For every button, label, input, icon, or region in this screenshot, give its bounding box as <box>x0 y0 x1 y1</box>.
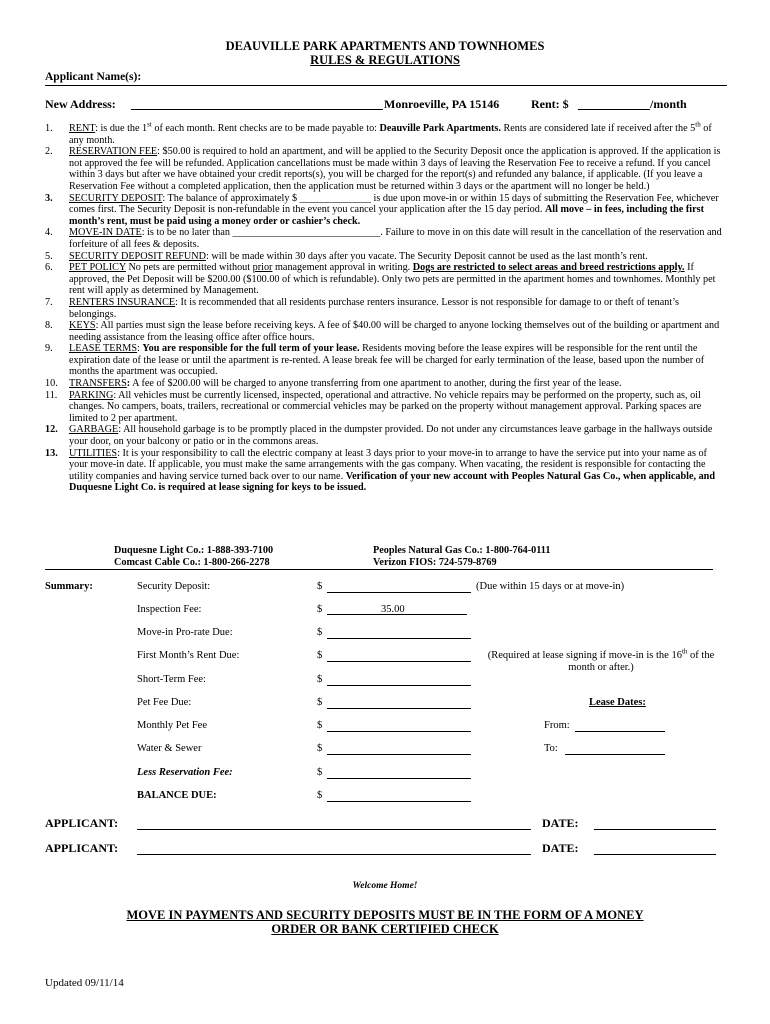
applicant-names-label: Applicant Name(s): <box>45 71 142 83</box>
rule-item <box>45 297 725 320</box>
rule-item <box>45 193 725 228</box>
applicant-2-label: APPLICANT: <box>45 841 119 855</box>
rule-text: : All parties must sign the lease before receiving keys. A fee of $40.00 will be charged to anyone locking themselves out of the building or apartment and needing assistance from the leasing office after office hours. <box>69 320 720 343</box>
rule-text: : A fee of $200.00 will be charged to anyone transferring from one apartment to another, during the first year of the lease. <box>126 378 622 390</box>
new-address-label: New Address: <box>45 97 116 111</box>
rule-item <box>45 390 725 425</box>
page-subtitle: RULES & REGULATIONS <box>310 53 460 67</box>
summary-dollar-sign: $ <box>317 581 323 592</box>
summary-item-label: First Month’s Rent Due: <box>137 650 240 661</box>
verizon-contact: Verizon FIOS: 724-579-8769 <box>373 557 497 568</box>
rule-text: : is due the 1st of each month. Rent checks are to be made payable to: Deauville Park Apartments. Rents are considered late if received after the 5th of any month. <box>69 120 712 146</box>
summary-note: (Required at lease signing if move-in is the 16th of the month or after.) <box>487 647 715 673</box>
rule-text: : is to be no later than _____________________________. Failure to move in on this date will result in the cancellation of the reservation and forfeiture of all fees & deposits. <box>69 227 722 250</box>
rule-number: 10. <box>45 378 58 390</box>
rule-text: : The balance of approximately $ ______________ is due upon move-in or within 15 days of submitting the Reservation Fee, whichever comes first. The Security Deposit is non-refundable in the event you cancel your application after the 15 day period. All move – in fees, including the first month’s rent, must be paid using a money order or cashier’s check. <box>69 192 719 227</box>
rule-text: : $50.00 is required to hold an apartment, and will be applied to the Security Deposit once the application is approved. If the application is not approved the fee will be refunded. Application cancellations must be made within 3 days of leaving the Reservation Fee to receive a refund. If you cancel within 3 days but after we have obtained your credit reports(s), you will be charged for the report(s) and refunded any balance, if applicable. (If you leave a Reservation Fee without a completed application, then the application must be returned within 3 days or the apartment will no longer be held.) <box>69 146 721 192</box>
rule-heading: KEYS <box>69 320 96 332</box>
date-1-field[interactable] <box>594 829 716 830</box>
rule-text: : You are responsible for the full term of your lease. Residents moving before the lease expires will be responsible for the rent until the expiration date of the lease or until the apartment is re-rented. A lease break fee will be charged for early termination of the lease, based upon the number of months the apartment was occupied. <box>69 343 705 378</box>
rule-heading: RENT <box>69 123 96 134</box>
rule-number: 7. <box>45 296 53 308</box>
new-address-field[interactable] <box>131 109 383 110</box>
summary-amount-field[interactable] <box>327 720 471 732</box>
rule-item <box>45 424 725 447</box>
summary-amount-field[interactable] <box>327 650 471 662</box>
lease-from-label: From: <box>544 720 570 731</box>
rent-suffix: /month <box>650 97 687 111</box>
summary-amount-field[interactable] <box>327 697 471 709</box>
summary-dollar-sign: $ <box>317 674 323 685</box>
rent-field[interactable] <box>578 109 650 110</box>
summary-dollar-sign: $ <box>317 743 323 754</box>
payment-notice-line-2: ORDER OR BANK CERTIFIED CHECK <box>271 922 499 936</box>
rule-heading: TRANSFERS <box>69 378 127 390</box>
rule-heading: UTILITIES <box>69 447 118 459</box>
rule-item <box>45 120 725 146</box>
updated-date: Updated 09/11/14 <box>45 977 124 989</box>
contacts-divider <box>45 569 713 570</box>
date-1-label: DATE: <box>542 816 579 830</box>
date-2-field[interactable] <box>594 854 716 855</box>
summary-amount-field[interactable]: 35.00 <box>327 604 467 615</box>
lease-from-field[interactable] <box>575 731 665 732</box>
summary-amount-field[interactable] <box>327 767 471 779</box>
rule-number: 13. <box>45 447 58 459</box>
summary-amount-field[interactable] <box>327 627 471 639</box>
summary-dollar-sign: $ <box>317 767 323 778</box>
summary-amount-field[interactable] <box>327 790 471 802</box>
summary-dollar-sign: $ <box>317 604 323 615</box>
summary-item-label: Water & Sewer <box>137 743 202 754</box>
rule-item <box>45 262 725 297</box>
summary-note: (Due within 15 days or at move-in) <box>476 581 625 592</box>
summary-dollar-sign: $ <box>317 697 323 708</box>
page-title: DEAUVILLE PARK APARTMENTS AND TOWNHOMES <box>225 39 545 53</box>
rule-number: 8. <box>45 320 53 332</box>
rule-number: 3. <box>45 192 53 204</box>
rule-text: : All vehicles must be currently licensed, inspected, operational and attractive. No vehicle repairs may be performed on the property, such as, oil changes. No campers, boats, trailers, recreational or commercial vehicles may be parked on the property without management approval. Parking spaces are limited to 2 per apartment. <box>69 389 702 424</box>
lease-to-field[interactable] <box>565 754 665 755</box>
summary-item-label: Short-Term Fee: <box>137 674 206 685</box>
applicant-1-signature[interactable] <box>137 829 531 830</box>
rule-number: 4. <box>45 227 53 239</box>
rule-heading: RESERVATION FEE <box>69 146 158 158</box>
summary-amount-field[interactable] <box>327 743 471 755</box>
rule-heading: PARKING <box>69 389 114 401</box>
lease-dates-title: Lease Dates: <box>589 697 646 708</box>
rule-number: 9. <box>45 343 53 355</box>
rule-number: 5. <box>45 250 53 262</box>
rule-heading: MOVE-IN DATE <box>69 227 142 239</box>
peoples-contact: Peoples Natural Gas Co.: 1-800-764-0111 <box>373 545 551 556</box>
summary-item-label: Pet Fee Due: <box>137 697 192 708</box>
summary-dollar-sign: $ <box>317 650 323 661</box>
rule-item <box>45 343 725 378</box>
rule-text: : It is your responsibility to call the electric company at least 3 days prior to your move-in to arrange to have the service put into your name as of your move-in date. If applicable, you must make the same arrangements with the gas company. When vacating, the resident is responsible for contacting the utility companies and having service turned back over to our name. Verification of your new account with Peoples Natural Gas Co., when applicable, and Duquesne Light Co. is required at lease signing for keys to be issued. <box>69 447 715 494</box>
rule-number: 2. <box>45 146 53 158</box>
rule-number: 12. <box>45 424 58 436</box>
lease-to-label: To: <box>544 743 558 754</box>
rule-number: 11. <box>45 389 58 401</box>
new-address-city: Monroeville, PA 15146 <box>384 97 500 111</box>
summary-item-label: Inspection Fee: <box>137 604 202 615</box>
rule-text: No pets are permitted without prior management approval in writing. Dogs are restricted to select areas and breed restrictions apply. If approved, the Pet Deposit will be $200.00 ($100.00 of which is refundable). Only two pets are permitted in the apartment homes and townhomes. Monthly pet rent will apply as determined by Management. <box>69 262 716 297</box>
rule-item <box>45 146 725 192</box>
rule-heading: GARBAGE <box>69 424 119 436</box>
rule-heading: LEASE TERMS <box>69 343 138 355</box>
summary-item-label: Less Reservation Fee: <box>137 767 233 778</box>
rule-item <box>45 448 725 494</box>
rule-heading: SECURITY DEPOSIT <box>69 192 163 204</box>
rule-heading: RENTERS INSURANCE <box>69 296 176 308</box>
summary-item-label: Move-in Pro-rate Due: <box>137 627 233 638</box>
summary-item-label: Security Deposit: <box>137 581 211 592</box>
comcast-contact: Comcast Cable Co.: 1-800-266-2278 <box>114 557 270 568</box>
rule-item <box>45 378 725 390</box>
welcome-text: Welcome Home! <box>352 881 418 891</box>
applicant-2-signature[interactable] <box>137 854 531 855</box>
rule-heading: SECURITY DEPOSIT REFUND <box>69 250 206 262</box>
summary-dollar-sign: $ <box>317 790 323 801</box>
rule-item <box>45 320 725 343</box>
rule-item <box>45 227 725 250</box>
rule-item <box>45 251 725 263</box>
summary-amount-field[interactable] <box>327 581 471 593</box>
date-2-label: DATE: <box>542 841 579 855</box>
rule-text: : All household garbage is to be promptly placed in the dumpster provided. Do not under any circumstances leave garbage in the hallways outside your door, on your balcony or patio or in the commons areas. <box>69 424 713 448</box>
summary-amount-field[interactable] <box>327 674 471 686</box>
applicant-names-field[interactable] <box>45 85 727 86</box>
payment-notice-line-1: MOVE IN PAYMENTS AND SECURITY DEPOSITS MUST BE IN THE FORM OF A MONEY <box>126 908 644 922</box>
rule-number: 1. <box>45 123 53 134</box>
duquesne-contact: Duquesne Light Co.: 1-888-393-7100 <box>114 545 274 556</box>
rule-text: : will be made within 30 days after you vacate. The Security Deposit cannot be used as the last month’s rent. <box>205 250 648 262</box>
rent-label: Rent: $ <box>531 97 569 111</box>
summary-dollar-sign: $ <box>317 627 323 638</box>
rules-list <box>45 120 725 494</box>
summary-dollar-sign: $ <box>317 720 323 731</box>
rule-heading: PET POLICY <box>69 262 126 274</box>
summary-item-label: BALANCE DUE: <box>137 790 217 801</box>
rule-text: : It is recommended that all residents purchase renters insurance. Lessor is not responsible for damage to or theft of tenant’s belongings. <box>69 296 679 320</box>
applicant-1-label: APPLICANT: <box>45 816 119 830</box>
rule-number: 6. <box>45 262 53 274</box>
summary-label: Summary: <box>45 581 93 592</box>
summary-item-label: Monthly Pet Fee <box>137 720 207 731</box>
